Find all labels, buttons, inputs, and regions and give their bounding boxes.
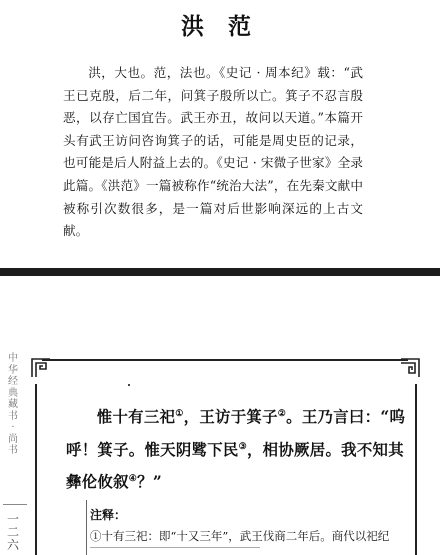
classical-text bbox=[66, 400, 410, 498]
ink-dot bbox=[128, 384, 130, 386]
fret-corner-icon bbox=[400, 358, 420, 378]
frame-right-border bbox=[415, 384, 417, 555]
frame-top-border bbox=[42, 359, 408, 361]
series-side-label: 中华经典藏书 · 尚书 bbox=[8, 353, 18, 456]
text-segment: ，王访于箕子 bbox=[183, 408, 278, 427]
intro-paragraph: 洪，大也。范，法也。《史记 · 周本纪》载：“武王已克殷，后二年，问箕子殷所以亡。箕子不忍言殷恶，以存亡国宜告。武王亦丑，故问以天道。”本篇开头有武王访问咨询箕子的话，可能是周史臣的记录，也可能是后人附益上去的。《史记 · 宋微子世家》全录此篇。《洪范》一篇被称作“统治大法”，在先秦文献中被称引次数很多，是一篇对后世影响深远的上古文献。 bbox=[63, 65, 363, 239]
footnote-marker: ③ bbox=[238, 441, 247, 452]
text-segment: 。王乃言曰：“呜呼！箕子。惟天阴骘下民 bbox=[66, 408, 406, 459]
cropped-line bbox=[90, 547, 260, 548]
chapter-title: 洪 范 bbox=[180, 13, 259, 40]
page-divider bbox=[0, 268, 440, 276]
fret-corner-icon bbox=[31, 358, 51, 378]
footnote-marker: ④ bbox=[128, 474, 138, 485]
notes-rule bbox=[86, 500, 87, 555]
note-1: ①十有三祀：即“十又三年”，武王伐商二年后。商代以祀纪 bbox=[90, 529, 390, 543]
text-segment: ？” bbox=[137, 473, 162, 492]
upper-page bbox=[0, 0, 440, 268]
frame-left-border bbox=[35, 384, 37, 555]
footnote-marker: ① bbox=[175, 409, 184, 419]
side-rule bbox=[3, 504, 27, 505]
page-number: 一二六 bbox=[6, 512, 19, 552]
notes-title: 注释： bbox=[90, 508, 127, 522]
footnote-marker: ② bbox=[277, 409, 287, 419]
text-segment: 惟十有三祀 bbox=[96, 408, 176, 427]
text-segment: ，相协厥居。我不知其彝伦攸叙 bbox=[66, 440, 404, 492]
